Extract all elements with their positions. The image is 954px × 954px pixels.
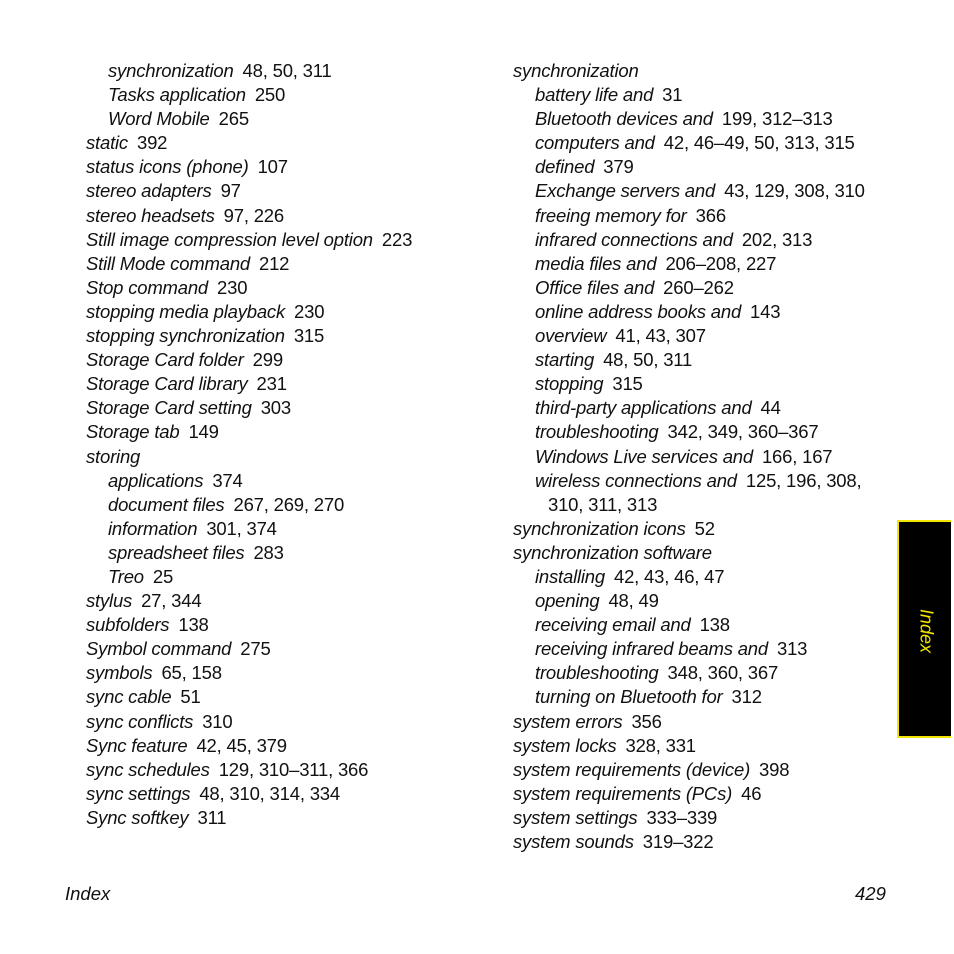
index-page-refs: 379 [603,156,634,178]
index-page-refs: 199, 312–313 [721,108,833,130]
index-page-refs: 138 [178,614,209,636]
index-term: system errors [513,710,623,732]
index-term: status icons (phone) [86,156,249,178]
index-entry [513,372,893,396]
index-term: synchronization [513,60,639,81]
index-term: Still Mode command [86,252,250,274]
index-entry [513,107,893,131]
index-entry [513,685,893,709]
index-entry [86,372,486,396]
index-page-refs: 97 [220,180,241,202]
index-entry [513,637,893,661]
index-page-refs: 48, 50, 311 [242,60,332,81]
index-term: Bluetooth devices and [535,108,713,130]
index-entry [513,541,893,565]
index-entry [86,710,486,734]
index-page-refs: 301, 374 [206,517,277,539]
index-page-refs: 250 [254,84,286,106]
index-entry [86,661,486,685]
index-entry [86,324,486,348]
index-page-refs: 44 [760,397,781,419]
index-term: starting [535,349,595,371]
index-term: storing [86,445,141,467]
index-page-refs: 223 [381,228,413,250]
side-tab-label: Index [916,608,937,654]
index-term: subfolders [86,614,170,636]
index-term: information [108,517,198,539]
index-page-refs: 42, 45, 379 [196,734,287,756]
index-term: overview [535,325,607,347]
index-entry [513,710,893,734]
index-page-refs: 348, 360, 367 [667,662,779,684]
index-page-refs: 374 [212,469,243,491]
index-entry [513,204,893,228]
index-entry [86,131,486,155]
index-page-refs: 303 [260,397,291,419]
index-term: system settings [513,806,638,828]
index-entry [86,613,486,637]
index-page-refs: 283 [253,541,284,563]
index-page-refs: 311 [197,806,227,828]
index-entry [513,59,893,83]
index-page-refs: 313 [776,638,808,660]
index-term: opening [535,590,600,612]
index-entry [86,107,486,131]
index-term: Treo [108,565,144,587]
index-term: stopping synchronization [86,325,285,347]
index-entry [86,252,486,276]
index-entry [86,276,486,300]
index-entry [86,179,486,203]
index-term: static [86,132,128,154]
footer-section-title: Index [65,883,111,904]
index-page-refs: 398 [759,758,790,780]
index-term: third-party applications and [535,397,752,419]
index-term: receiving infrared beams and [535,638,768,660]
index-entry [86,541,486,565]
index-page-refs: 230 [294,300,325,322]
index-page-refs: 312 [731,686,762,708]
index-entry [513,131,893,155]
index-page-refs: 315 [612,373,643,395]
index-term: wireless connections and [535,469,737,491]
index-term: Storage tab [86,421,180,443]
index-entry [513,830,893,854]
index-term: symbols [86,662,153,684]
index-page-refs: 107 [257,156,288,178]
index-page-refs: 149 [188,421,219,443]
index-term: troubleshooting [535,662,659,684]
index-page-refs: 275 [240,638,271,660]
index-term: sync settings [86,782,191,804]
index-term: Tasks application [108,84,246,106]
index-term: system requirements (PCs) [513,782,733,804]
index-entry [513,493,893,517]
index-page-refs: 319–322 [642,831,714,852]
index-entry [513,83,893,107]
index-page-refs: 125, 196, 308, [745,469,862,491]
index-page-refs: 27, 344 [141,590,202,612]
index-term: stopping media playback [86,300,286,322]
index-entry [86,517,486,541]
index-term: Sync feature [86,734,188,756]
index-term: battery life and [535,84,654,106]
index-term: synchronization icons [513,517,686,539]
index-page-refs: 48, 49 [608,590,659,612]
index-term: Office files and [535,276,655,298]
index-entry [513,445,893,469]
index-side-tab [897,520,951,738]
index-page-refs: 310, 311, 313 [548,493,658,515]
index-entry [86,806,486,830]
index-entry [513,613,893,637]
index-entry [86,637,486,661]
index-entry [513,324,893,348]
index-entry [86,589,486,613]
index-page-refs: 48, 50, 311 [603,349,693,371]
index-term: Still image compression level option [86,228,373,250]
index-entry [513,589,893,613]
index-column-left [86,59,486,830]
index-term: stereo headsets [86,204,215,226]
index-term: system requirements (device) [513,758,751,780]
index-entry [86,782,486,806]
index-page-refs: 43, 129, 308, 310 [724,180,865,202]
index-term: stylus [86,590,133,612]
index-term: infrared connections and [535,228,733,250]
index-entry [86,420,486,444]
index-term: Stop command [86,276,209,298]
index-term: synchronization [108,60,234,81]
index-page-refs: 31 [662,84,683,106]
index-term: Symbol command [86,638,232,660]
index-entry [513,565,893,589]
index-entry [513,734,893,758]
index-entry [513,420,893,444]
index-page-refs: 65, 158 [161,662,222,684]
index-page-refs: 328, 331 [625,734,696,756]
index-page-refs: 52 [694,517,715,539]
index-entry [513,758,893,782]
index-entry [513,661,893,685]
index-page-refs: 41, 43, 307 [615,325,706,347]
index-term: applications [108,469,204,491]
index-page-refs: 212 [259,252,290,274]
index-entry [513,396,893,420]
index-term: Storage Card setting [86,397,252,419]
index-entry [513,806,893,830]
index-entry [513,469,893,493]
index-entry [86,493,486,517]
index-page-refs: 206–208, 227 [665,252,777,274]
index-entry [86,59,486,83]
index-column-right [513,59,893,854]
index-term: receiving email and [535,614,691,636]
index-page-refs: 51 [180,686,201,708]
index-entry [86,204,486,228]
index-page-refs: 342, 349, 360–367 [667,421,819,443]
index-entry [86,300,486,324]
index-term: media files and [535,252,657,274]
index-page-refs: 202, 313 [741,228,813,250]
index-term: Windows Live services and [535,445,753,467]
index-entry [86,445,486,469]
index-entry [513,228,893,252]
index-term: document files [108,493,225,515]
index-page-refs: 97, 226 [223,204,284,226]
index-entry [86,758,486,782]
index-page-refs: 166, 167 [761,445,833,467]
index-page-refs: 46 [741,782,762,804]
index-term: Storage Card folder [86,349,244,371]
index-page-refs: 48, 310, 314, 334 [199,782,340,804]
index-page-refs: 392 [136,132,168,154]
index-term: freeing memory for [535,204,687,226]
index-page-refs: 265 [218,108,249,130]
index-term: turning on Bluetooth for [535,686,723,708]
index-entry [86,83,486,107]
index-entry [513,252,893,276]
index-entry [86,396,486,420]
index-page-refs: 42, 46–49, 50, 313, 315 [663,132,855,154]
index-term: stereo adapters [86,180,212,202]
index-term: Word Mobile [108,108,210,130]
index-entry [86,469,486,493]
index-entry [513,155,893,179]
page-number: 429 [855,883,886,904]
index-page-refs: 138 [699,614,730,636]
index-term: troubleshooting [535,421,659,443]
index-term: system locks [513,734,617,756]
index-page-refs: 299 [252,349,283,371]
index-term: synchronization software [513,541,712,563]
index-term: spreadsheet files [108,541,245,563]
index-term: system sounds [513,831,634,852]
index-entry [86,155,486,179]
index-page-refs: 267, 269, 270 [233,493,345,515]
index-page-refs: 231 [256,373,287,395]
index-entry [513,300,893,324]
index-term: Sync softkey [86,806,189,828]
index-page-refs: 310 [202,710,233,732]
index-page-refs: 356 [631,710,662,732]
index-page-refs: 315 [293,325,325,347]
index-page-refs: 42, 43, 46, 47 [614,565,725,587]
index-entry [86,348,486,372]
index-term: defined [535,156,595,178]
index-entry [86,565,486,589]
index-page-refs: 260–262 [663,276,734,298]
index-entry [86,734,486,758]
index-term: sync conflicts [86,710,194,732]
index-term: Storage Card library [86,373,248,395]
index-entry [513,517,893,541]
index-page-refs: 129, 310–311, 366 [218,758,369,780]
index-entry [513,179,893,203]
index-term: computers and [535,132,655,154]
index-term: online address books and [535,300,742,322]
index-entry [86,685,486,709]
index-entry [513,348,893,372]
index-page-refs: 333–339 [646,806,718,828]
index-page-refs: 143 [750,300,781,322]
index-term: installing [535,565,605,587]
index-page-refs: 230 [217,276,248,298]
index-term: sync schedules [86,758,210,780]
index-term: sync cable [86,686,172,708]
index-entry [86,228,486,252]
index-page-refs: 366 [695,204,726,226]
index-entry [513,782,893,806]
index-term: stopping [535,373,604,395]
index-term: Exchange servers and [535,180,716,202]
index-entry [513,276,893,300]
index-page-refs: 25 [152,565,174,587]
